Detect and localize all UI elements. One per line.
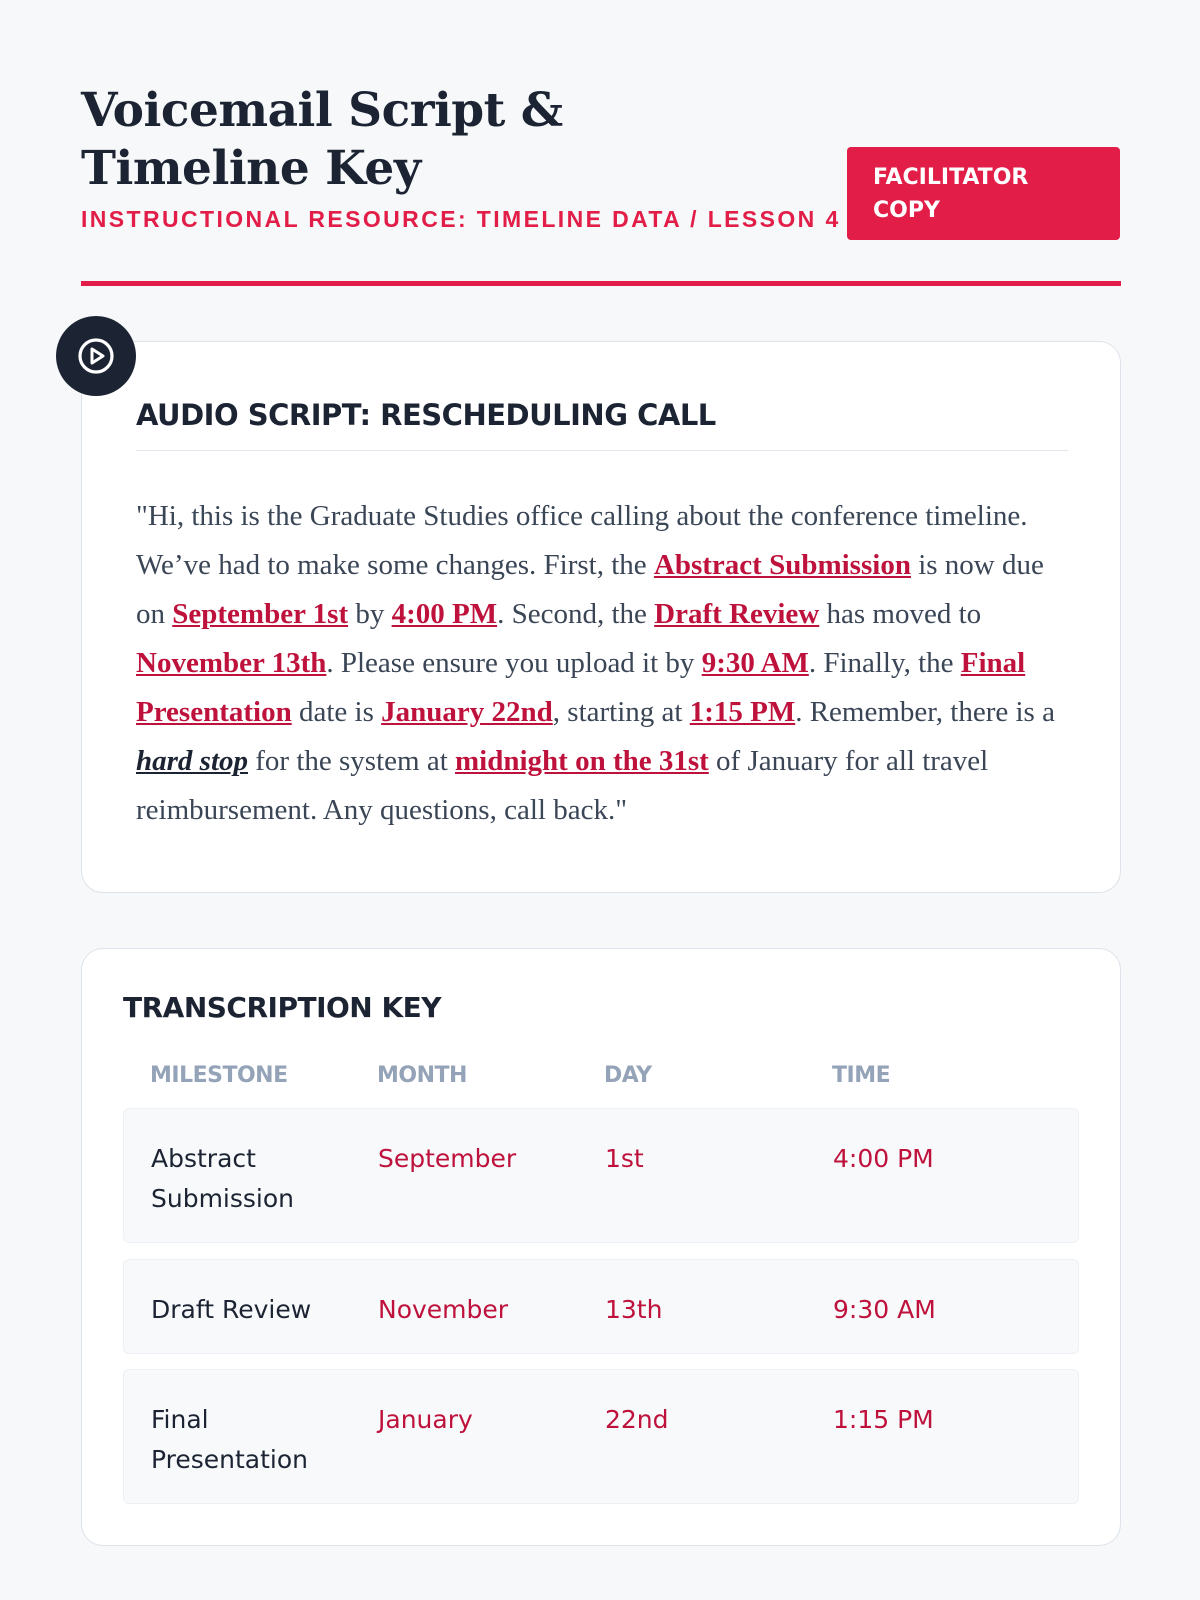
header-divider	[81, 281, 1121, 286]
table-row	[123, 1108, 1079, 1243]
page-header	[81, 82, 1121, 287]
script-text: . Second, the	[497, 598, 655, 630]
script-text: has moved to	[819, 598, 982, 630]
audio-script-text	[136, 492, 1076, 835]
script-text: . Please ensure you upload it by	[326, 647, 702, 679]
time-cell: 4:00 PM	[833, 1144, 934, 1173]
day-cell: 13th	[605, 1295, 663, 1324]
audio-script-heading: AUDIO SCRIPT: RESCHEDULING CALL	[136, 398, 1068, 451]
highlight-4pm: 4:00 PM	[391, 598, 498, 630]
transcription-key-heading: TRANSCRIPTION KEY	[123, 991, 442, 1024]
highlight-draft-review: Draft Review	[654, 598, 820, 630]
highlight-midnight-31st: midnight on the 31st	[455, 745, 709, 777]
page-subtitle: INSTRUCTIONAL RESOURCE: TIMELINE DATA / LESSON 4	[81, 206, 841, 232]
milestone-cell: Final Presentation	[151, 1405, 309, 1474]
milestone-cell: Draft Review	[151, 1295, 312, 1324]
column-header-time: TIME	[832, 1063, 891, 1088]
highlight-930am: 9:30 AM	[701, 647, 809, 679]
script-text: , starting at	[552, 696, 690, 728]
highlight-september-1st: September 1st	[172, 598, 349, 630]
column-header-day: DAY	[604, 1063, 652, 1088]
script-text: of January for all travel reimbursement. Any questions, call back."	[136, 745, 989, 826]
highlight-january-22nd: January 22nd	[381, 696, 553, 728]
highlight-final-presentation: Final Presentation	[136, 647, 1026, 728]
table-row	[123, 1259, 1079, 1354]
script-text: . Remember, there is a	[795, 696, 1055, 728]
audio-script-card	[81, 341, 1121, 893]
script-text: "Hi, this is the Graduate Studies office calling about the conference timeline. We’ve had to make some changes. First, the	[136, 500, 1028, 581]
script-text: is now due on	[136, 549, 1044, 630]
month-cell: September	[378, 1144, 517, 1173]
day-cell: 22nd	[605, 1405, 669, 1434]
table-row	[123, 1369, 1079, 1504]
highlight-november-13th: November 13th	[136, 647, 327, 679]
month-cell: November	[378, 1295, 509, 1324]
script-text: date is	[291, 696, 382, 728]
highlight-abstract-submission: Abstract Submission	[653, 549, 911, 581]
emphasis-hard-stop: hard stop	[136, 745, 249, 777]
play-button[interactable]	[56, 316, 136, 396]
milestone-cell: Abstract Submission	[151, 1144, 295, 1213]
time-cell: 9:30 AM	[833, 1295, 936, 1324]
script-text: by	[348, 598, 392, 630]
play-circle-icon	[76, 336, 116, 376]
time-cell: 1:15 PM	[833, 1405, 934, 1434]
script-text: . Finally, the	[808, 647, 961, 679]
column-header-month: MONTH	[377, 1063, 467, 1088]
column-header-milestone: MILESTONE	[150, 1063, 288, 1088]
transcription-key-card	[81, 948, 1121, 1546]
day-cell: 1st	[605, 1144, 644, 1173]
month-cell: January	[378, 1405, 473, 1434]
facilitator-copy-badge: FACILITATOR COPY	[847, 147, 1120, 240]
highlight-115pm: 1:15 PM	[689, 696, 796, 728]
script-text: for the system at	[248, 745, 455, 777]
page-title: Voicemail Script & Timeline Key	[81, 83, 563, 196]
